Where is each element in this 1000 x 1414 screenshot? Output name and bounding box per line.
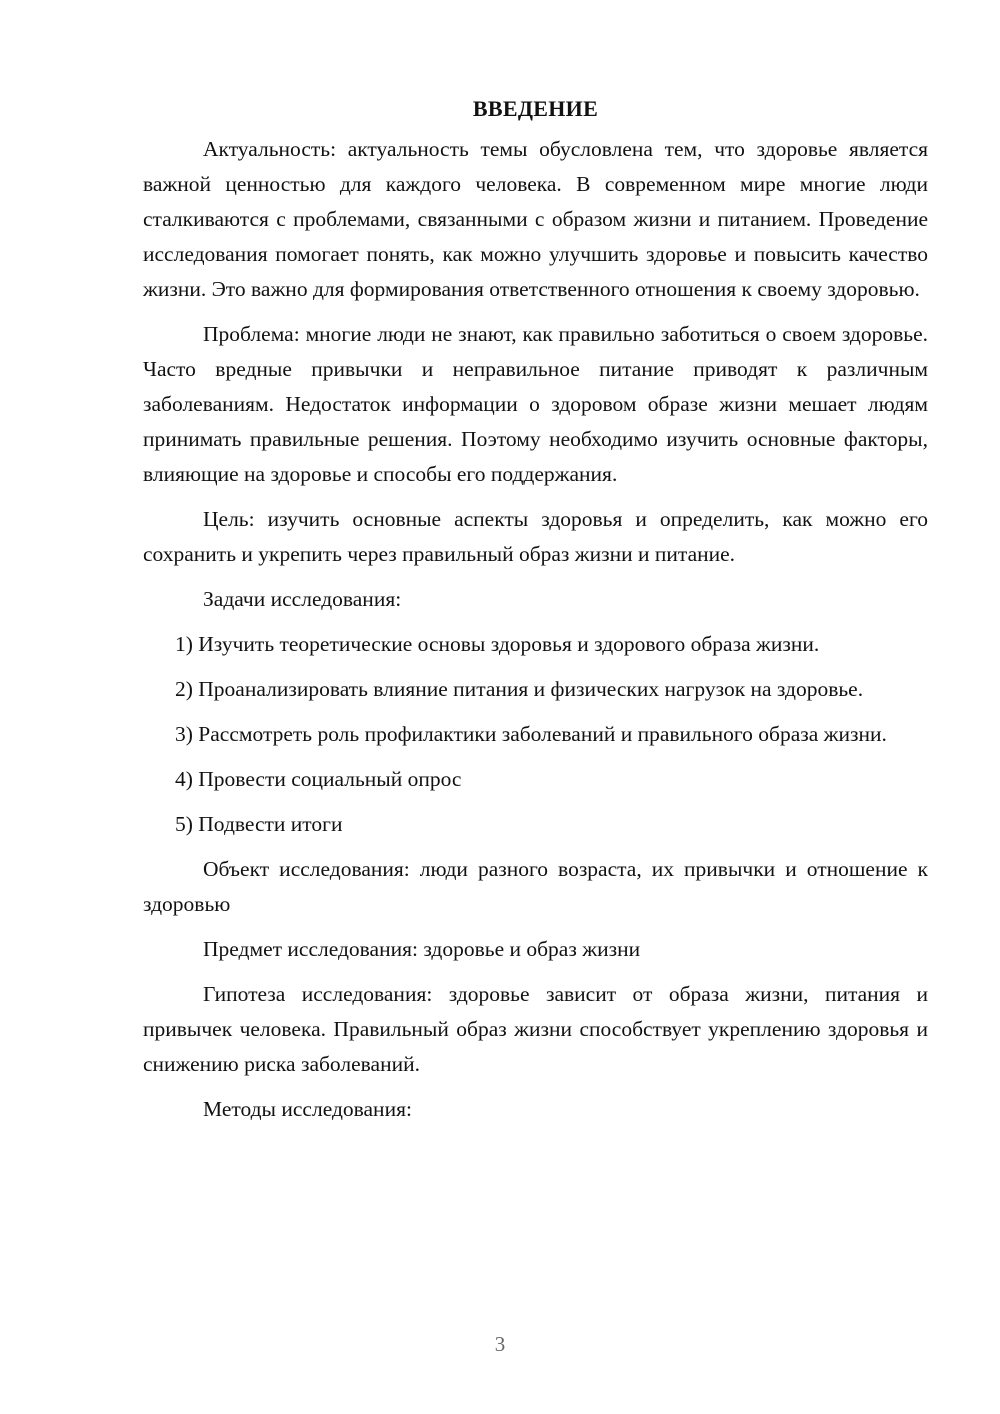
paragraph-tasks-heading: Задачи исследования: [203,587,402,611]
task-item-5: 5) Подвести итоги [175,812,343,836]
paragraph-hypothesis: Гипотеза исследования: здоровье зависит от образа жизни, питания и привычек человека. Правильный образ жизни способствует укреплению здоровья и снижению риска заболеваний. [143,982,928,1076]
paragraph-object: Объект исследования: люди разного возраста, их привычки и отношение к здоровью [143,857,928,916]
paragraph-goal: Цель: изучить основные аспекты здоровья и определить, как можно его сохранить и укрепить через правильный образ жизни и питание. [143,507,928,566]
task-item-2: 2) Проанализировать влияние питания и физических нагрузок на здоровье. [175,677,864,701]
task-item-4: 4) Провести социальный опрос [175,767,462,791]
task-item-3: 3) Рассмотреть роль профилактики заболеваний и правильного образа жизни. [175,722,887,746]
task-item-1: 1) Изучить теоретические основы здоровья и здорового образа жизни. [175,632,820,656]
document-page [143,92,928,1137]
page-title: ВВЕДЕНИЕ [472,96,599,121]
paragraph-methods: Методы исследования: [203,1097,412,1121]
paragraph-subject: Предмет исследования: здоровье и образ жизни [203,937,641,961]
paragraph-problem: Проблема: многие люди не знают, как правильно заботиться о своем здоровье. Часто вредные привычки и неправильное питание приводят к различным заболеваниям. Недостаток информации о здоровом образе жизни мешает людям принимать правильные решения. Поэтому необходимо изучить основные факторы, влияющие на здоровье и способы его поддержания. [143,322,928,486]
page-number: 3 [494,1332,506,1356]
paragraph-relevance: Актуальность: актуальность темы обусловлена тем, что здоровье является важной ценностью для каждого человека. В современном мире многие люди сталкиваются с проблемами, связанными с образом жизни и питанием. Проведение исследования помогает понять, как можно улучшить здоровье и повысить качество жизни. Это важно для формирования ответственного отношения к своему здоровью. [143,137,928,301]
